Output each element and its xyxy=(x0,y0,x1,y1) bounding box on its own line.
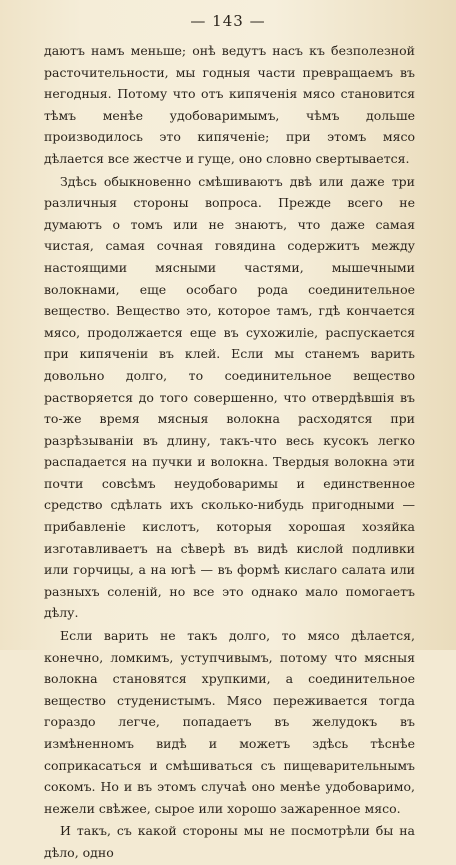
paragraph: даютъ намъ меньше; онѣ ведутъ насъ къ безполезной расточительности, мы годныя части превращаемъ въ негодныя. Потому что отъ кипяченія мясо становится тѣмъ менѣе удобоваримымъ, чѣмъ дольше производилось это кипяченіе; при этомъ мясо дѣлается все жестче и гуще, оно словно свертывается. xyxy=(44,43,415,166)
paragraph: Здѣсь обыкновенно смѣшиваютъ двѣ или даже три различныя стороны вопроса. Прежде всего не думаютъ о томъ или не знаютъ, что даже самая чистая, самая сочная говядина содержитъ между настоящими мясными частями, мышечными волокнами, еще особаго рода соединительное вещество. Вещество это, которое тамъ, гдѣ кончается мясо, продолжается еще въ сухожиліе, распускается при кипяченіи въ клей. Если мы станемъ варить довольно долго, то соединительное вещество растворяется до того совершенно, что отвердѣвшія въ то-же время мясныя волокна расходятся при разрѣзываніи въ длину, такъ-что весь кусокъ легко распадается на пучки и волокна. Твердыя волокна эти почти совсѣмъ неудобоваримы и единственное средство сдѣлать ихъ сколько-нибудь пригодными — прибавленіе кислотъ, которыя хорошая хозяйка изготавливаетъ на сѣверѣ въ видѣ кислой подливки или горчицы, а на югѣ — въ формѣ кислаго салата или разныхъ соленій, но все это однако мало помогаетъ дѣлу. xyxy=(44,173,415,621)
body-text xyxy=(44,40,415,865)
paragraph: И такъ, съ какой стороны мы не посмотрѣли бы на дѣло, одно xyxy=(44,823,415,860)
paragraph: Если варить не такъ долго, то мясо дѣлается, конечно, ломкимъ, уступчивымъ, потому что мясныя волокна становятся хрупкими, а соединительное вещество студенистымъ. Мясо переживается тогда гораздо легче, попадаетъ въ желудокъ въ измѣненномъ видѣ и можетъ здѣсь тѣснѣе соприкасаться и смѣшиваться съ пищеварительнымъ сокомъ. Но и въ этомъ случаѣ оно менѣе удобоваримо, нежели свѣжее, сырое или хорошо зажаренное мясо. xyxy=(44,628,415,816)
page-number: — 143 — xyxy=(190,12,266,30)
